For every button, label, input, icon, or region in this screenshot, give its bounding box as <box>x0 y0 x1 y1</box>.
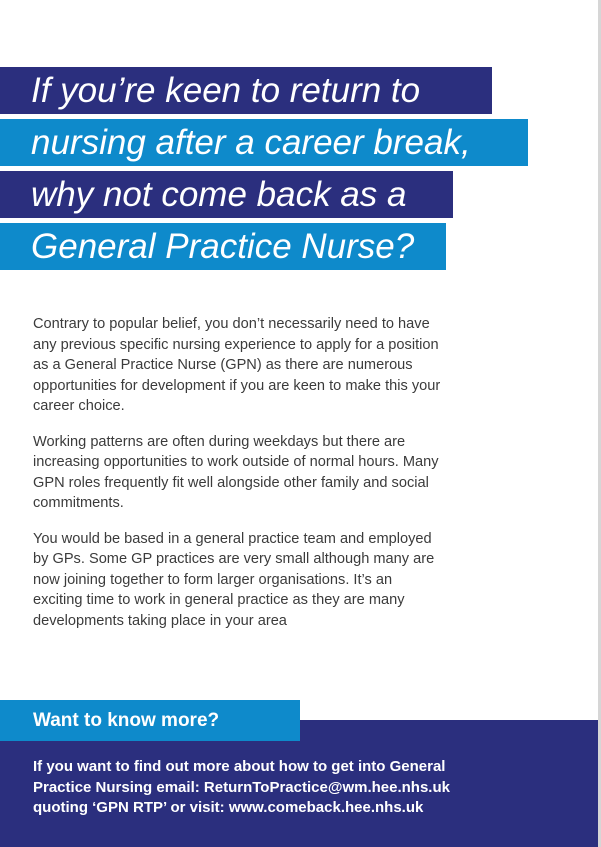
body-paragraph-1: Contrary to popular belief, you don’t necessarily need to have any previous specific nursing experience to apply for a position as a General Practice Nurse (GPN) as there are numerous opportunities for development if you are keen to make this your career choice. <box>33 316 441 414</box>
body-paragraph-3: You would be based in a general practice team and employed by GPs. Some GP practices are very small although many are now joining together to form larger organisations. It’s an exciting time to work in general practice as they are many developments taking place in your area <box>33 530 435 629</box>
contact-line-1: If you want to find out more about how to get into General <box>33 758 446 775</box>
headline-line-4: General Practice Nurse? <box>0 223 446 270</box>
headline-line-3: why not come back as a <box>0 171 453 218</box>
contact-line-2[interactable]: Practice Nursing email: ReturnToPractice@wm.hee.nhs.uk <box>33 778 450 796</box>
headline-line-2: nursing after a career break, <box>0 119 528 166</box>
body-text <box>33 314 443 646</box>
headline-line-1: If you’re keen to return to <box>0 67 492 114</box>
contact-text <box>33 757 573 819</box>
body-paragraph-2: Working patterns are often during weekdays but there are increasing opportunities to work outside of normal hours. Many GPN roles frequently fit well alongside other family and social commitments. <box>33 433 439 511</box>
contact-line-3[interactable]: quoting ‘GPN RTP’ or visit: www.comeback.hee.nhs.uk <box>33 799 424 816</box>
want-to-know-more-heading: Want to know more? <box>0 700 300 741</box>
